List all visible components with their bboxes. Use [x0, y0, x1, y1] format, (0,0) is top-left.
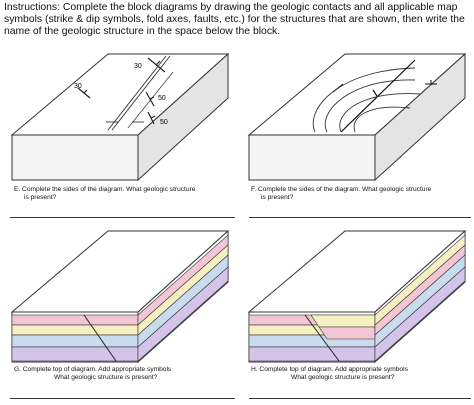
caption-h	[251, 366, 473, 381]
answer-line-e[interactable]	[10, 217, 235, 218]
caption-e-line2: is present?	[24, 193, 57, 201]
caption-e-line1: E. Complete the sides of the diagram. What geologic structure	[14, 186, 196, 193]
dip-label: 30	[74, 83, 82, 90]
answer-line-f[interactable]	[249, 217, 471, 218]
answer-line-g[interactable]	[10, 398, 235, 399]
caption-f	[251, 186, 471, 201]
block-diagram-f	[245, 50, 470, 190]
caption-e	[14, 186, 239, 201]
caption-f-line1: F. Complete the sides of the diagram. What geologic structure	[251, 186, 432, 193]
caption-g	[14, 366, 239, 381]
caption-g-line1: G. Complete top of diagram. Add appropriate symbols	[14, 366, 172, 373]
instructions-text: Instructions: Complete the block diagrams by drawing the geologic contacts and all applicable map symbols (strike & dip symbols, fold axes, faults, etc.) for the structures that are shown, then write the name of the geologic structure in the space below the block.	[4, 2, 465, 37]
block-diagram-h	[245, 227, 470, 367]
block-diagram-e	[8, 50, 233, 190]
caption-h-line2: What geologic structure is present?	[291, 373, 395, 381]
dip-label: 30	[134, 63, 142, 70]
caption-h-line1: H. Complete top of diagram. Add appropriate symbols	[251, 366, 408, 373]
caption-f-line2: is present?	[261, 193, 294, 201]
caption-g-line2: What geologic structure is present?	[54, 373, 158, 381]
answer-line-h[interactable]	[249, 398, 471, 399]
dip-label: 50	[160, 119, 168, 126]
dip-label: 50	[158, 95, 166, 102]
block-diagram-g	[8, 227, 233, 367]
